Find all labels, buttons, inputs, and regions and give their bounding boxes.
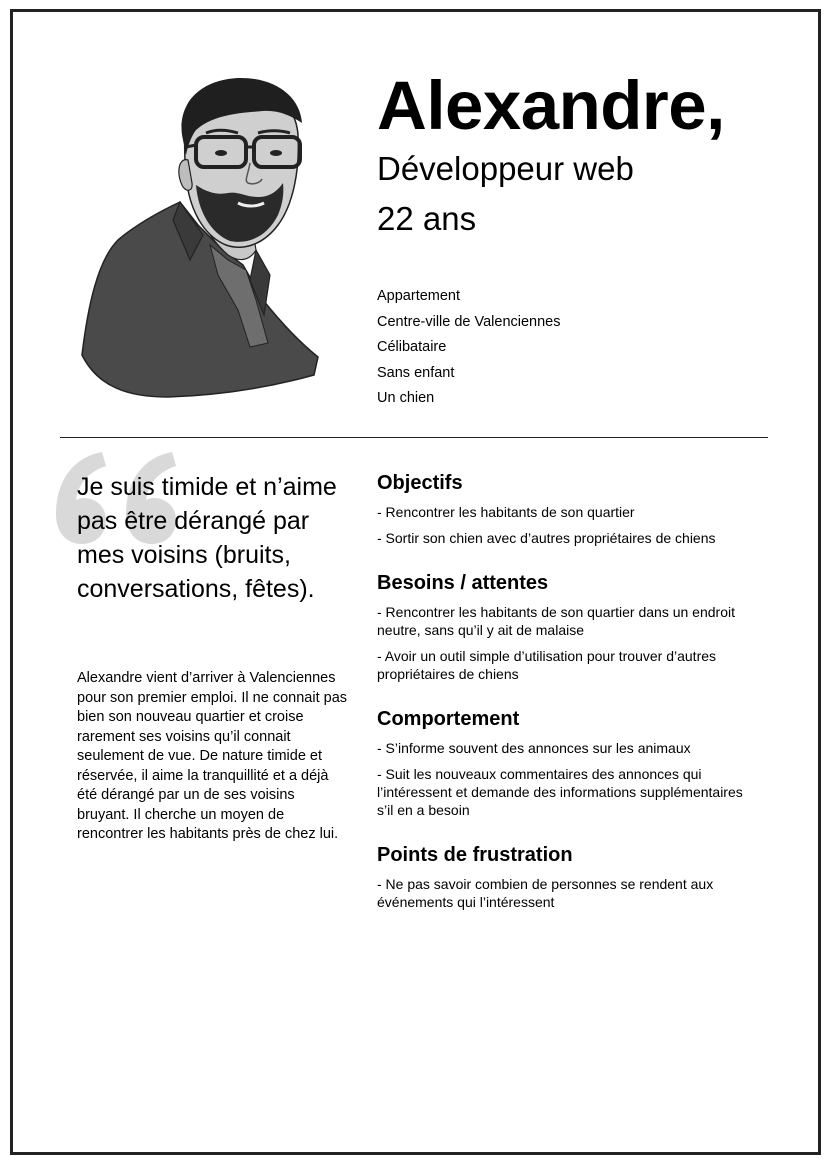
fact-marital-status: Célibataire <box>377 339 447 356</box>
section-item: - Rencontrer les habitants de son quartier dans un endroit neutre, sans qu’il y ait de malaise <box>377 604 735 638</box>
section-needs <box>377 572 757 691</box>
portrait-illustration <box>78 75 323 400</box>
persona-bio: Alexandre vient d’arriver à Valenciennes pour son premier emploi. Il ne connait pas bien son nouveau quartier et croise rarement ses voisins qu’il connait seulement de vue. De nature timide et réservée, il aime la tranquillité et a déjà été dérangé par un de ses voisins bruyant. Il cherche un moyen de rencontrer les habitants près de chez lui. <box>77 670 348 842</box>
persona-quote: Je suis timide et n’aime pas être dérangé par mes voisins (bruits, conversations, fêtes). <box>77 473 337 603</box>
persona-age: 22 ans <box>377 200 477 237</box>
section-objectives <box>377 472 757 555</box>
fact-housing: Appartement <box>377 288 461 304</box>
section-behaviour <box>377 708 757 827</box>
fact-location: Centre-ville de Valenciennes <box>377 313 561 330</box>
persona-facts <box>377 284 561 412</box>
section-item: - Sortir son chien avec d’autres propriétaires de chiens <box>377 530 716 546</box>
section-item: - S’informe souvent des annonces sur les animaux <box>377 740 691 756</box>
section-title: Comportement <box>377 708 520 730</box>
section-item: - Ne pas savoir combien de personnes se rendent aux événements qui l’intéressent <box>377 876 714 910</box>
fact-pet: Un chien <box>377 390 435 407</box>
persona-name: Alexandre, <box>377 67 725 144</box>
section-item: - Rencontrer les habitants de son quartier <box>377 504 635 520</box>
section-title: Objectifs <box>377 472 463 494</box>
section-title: Besoins / attentes <box>377 572 549 594</box>
section-frustrations <box>377 844 757 919</box>
persona-job: Développeur web <box>377 150 634 187</box>
fact-children: Sans enfant <box>377 364 455 381</box>
section-item: - Avoir un outil simple d’utilisation pour trouver d’autres propriétaires de chiens <box>377 648 717 682</box>
section-item: - Suit les nouveaux commentaires des annonces qui l’intéressent et demande des informations supplémentaires s’il en a besoin <box>377 766 743 818</box>
section-title: Points de frustration <box>377 844 573 866</box>
